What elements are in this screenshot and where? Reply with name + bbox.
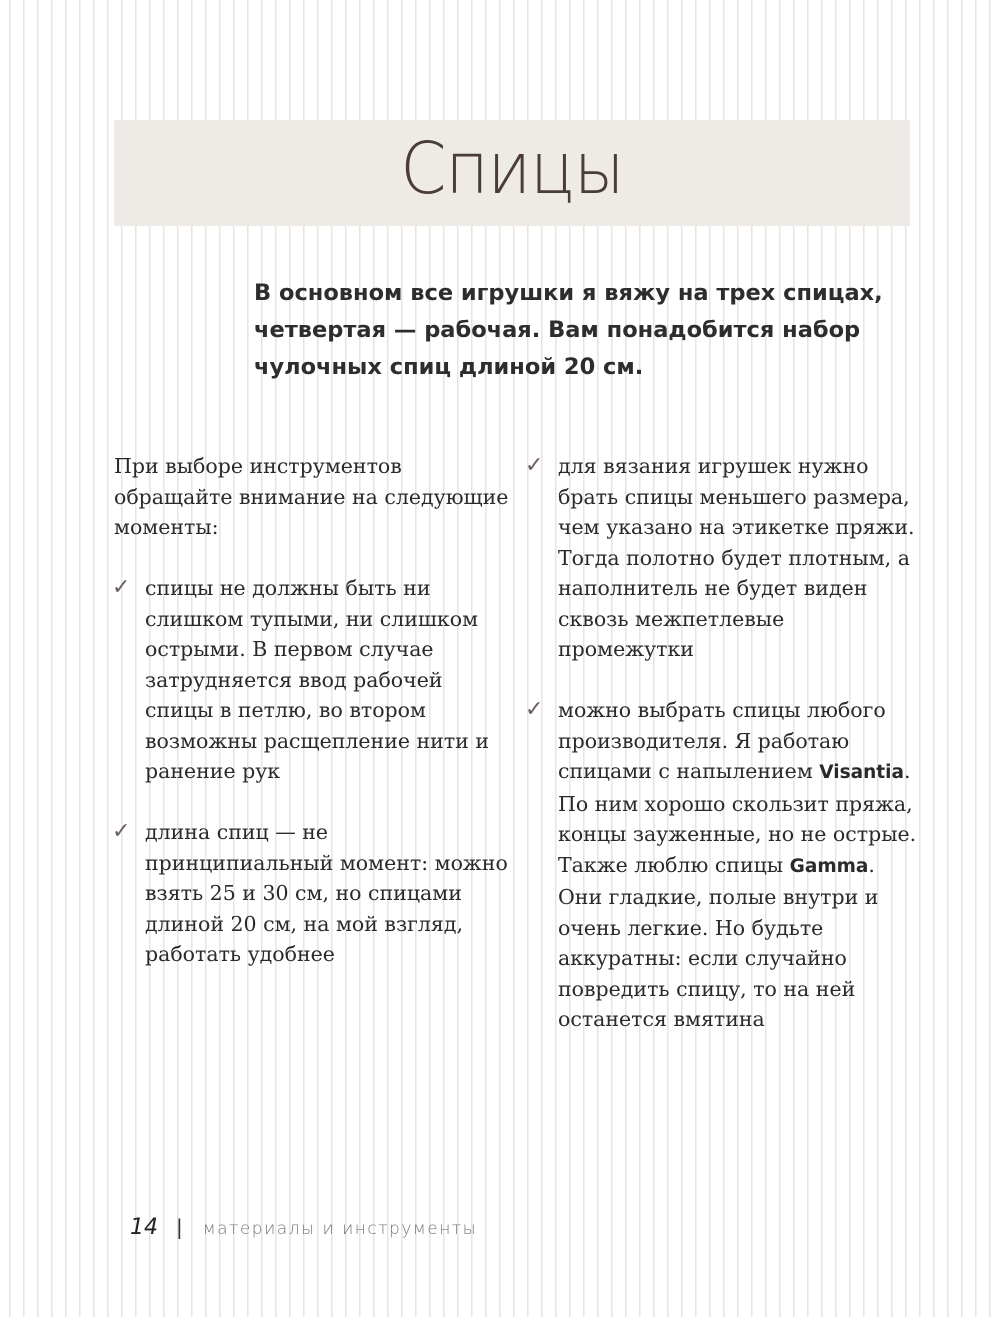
list-item-text (558, 695, 922, 1035)
intro-paragraph: В основном все игрушки я вяжу на трех спицах, четвертая — рабочая. Вам понадобится набор чулочных спиц длиной 20 см. (254, 280, 883, 380)
right-column (527, 451, 922, 1035)
list-item-text: спицы не должны быть ни слишком тупыми, ни слишком острыми. В первом случае затрудняется ввод рабочей спицы в петлю, во втором возможны расщепление нити и ранение рук (145, 576, 490, 783)
page-title: Спицы (400, 126, 624, 211)
title-band (114, 120, 910, 226)
text-part: . Они гладкие, полые внутри и очень легкие. Но будьте аккуратны: если случайно повредить спицу, то на ней останется вмятина (558, 852, 879, 1031)
footer-separator: | (176, 1215, 183, 1239)
lead-paragraph: При выборе инструментов обращайте внимание на следующие моменты: (114, 454, 509, 539)
check-icon: ✓ (112, 819, 131, 844)
list-item (114, 817, 514, 970)
text-part: . По ним хорошо скользит пряжа, концы зауженные, но не острые. Также люблю спицы (558, 759, 917, 877)
list-item-text: для вязания игрушек нужно брать спицы меньшего размера, чем указано на этикетке пряжи. Тогда полотно будет плотным, а наполнитель не будет виден сквозь межпетлевые промежутки (558, 454, 915, 661)
left-column (114, 451, 514, 970)
section-label: материалы и инструменты (202, 1219, 478, 1239)
check-icon: ✓ (525, 453, 544, 478)
check-icon: ✓ (112, 575, 131, 600)
page-footer (130, 1215, 477, 1240)
list-item (527, 695, 922, 1035)
list-item-text: длина спиц — не принципиальный момент: можно взять 25 и 30 см, но спицами длиной 20 см, на мой взгляд, работать удобнее (145, 820, 508, 966)
check-icon: ✓ (525, 697, 544, 722)
brand-visantia: Visantia (819, 762, 904, 783)
page-number: 14 (130, 1215, 158, 1240)
text-part: можно выбрать спицы любого производителя. Я работаю спицами с напылением (558, 698, 886, 783)
brand-gamma: Gamma (789, 855, 869, 877)
list-item (114, 573, 514, 787)
list-item (527, 451, 922, 665)
